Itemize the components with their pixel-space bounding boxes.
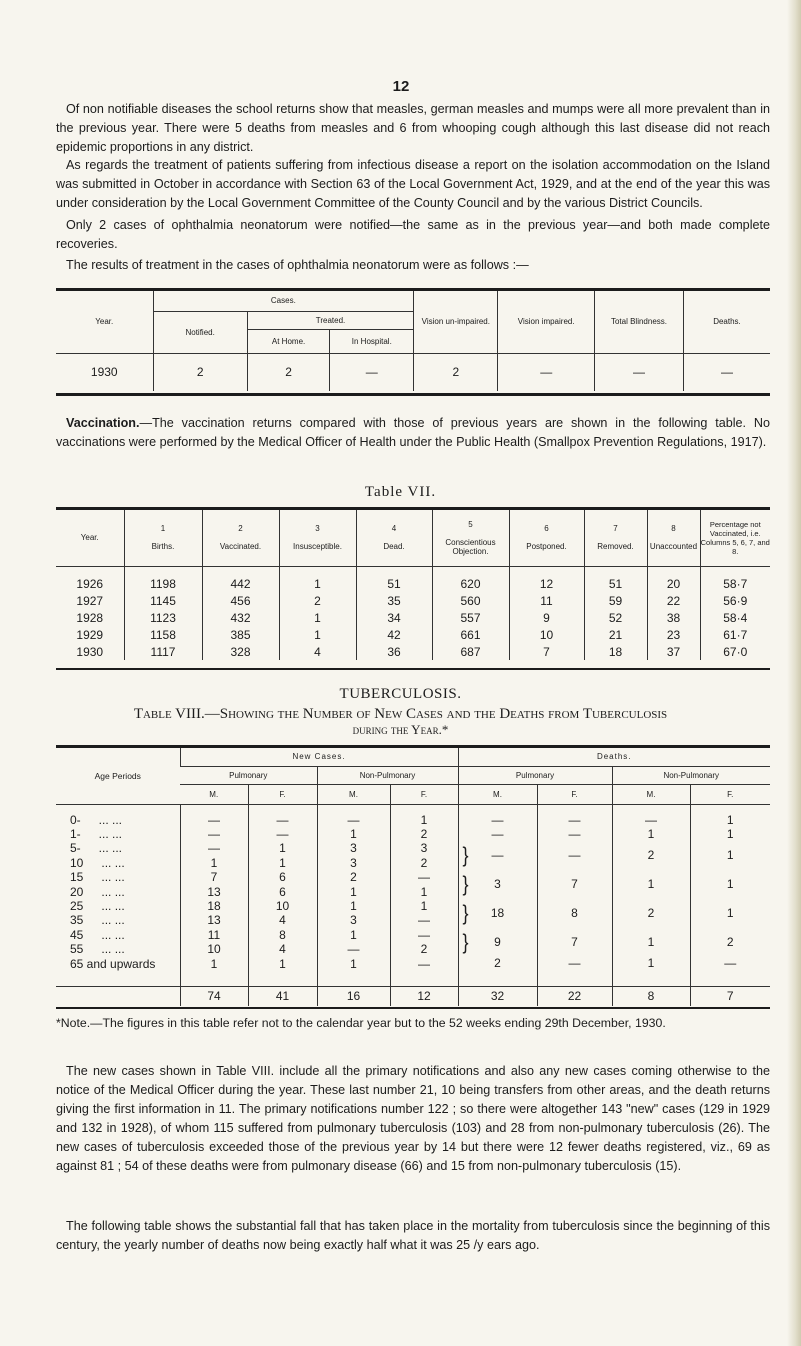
header-dead (356, 510, 432, 566)
cell: 456 (202, 592, 279, 609)
cell (459, 813, 537, 827)
cell: 3 (350, 855, 357, 870)
header-m: M. (612, 784, 690, 804)
total-cell: 22 (537, 986, 612, 1006)
cell: 1 (350, 826, 357, 841)
total-cell: 16 (317, 986, 390, 1006)
brace-icon: } (462, 871, 469, 896)
cell: 4 (279, 942, 286, 957)
age-label: 1- (70, 826, 81, 841)
header-f: F. (248, 784, 317, 804)
vaccination-text: —The vaccination returns compared with those of previous years are shown in the following table. No vaccinations were performed by the Medical Officer of Health under the Public Health (Smallpox Prevention Regulations, 1917). (56, 416, 770, 449)
header-age-periods: Age Periods (94, 770, 141, 781)
table8-title-line1: Table VIII.—Showing the Number of New Cases and the Deaths from Tuberculosis (133, 706, 668, 722)
age-period (70, 928, 180, 942)
cell: 35 (356, 592, 432, 609)
cell: 37 (647, 643, 700, 660)
leader-dots: ... ... (101, 913, 125, 928)
total-cell: 8 (612, 986, 690, 1006)
header-new-cases: New Cases. (180, 748, 458, 766)
header-unaccounted (647, 510, 700, 566)
paragraph-measles: Of non notifiable diseases the school returns show that measles, german measles and mumps were all more prevalent than in the previous year. There were 5 deaths from measles and 6 from whooping cough although this last disease did not reach epidemic proportions in any district. (56, 102, 770, 154)
cell-value: 1 (726, 905, 734, 920)
cell (459, 841, 537, 870)
cell: 20 (647, 566, 700, 592)
header-new-non-pulmonary: Non-Pulmonary (317, 766, 458, 784)
leader-dots: ... ... (98, 841, 123, 856)
cell: 42 (356, 626, 432, 643)
age-label: 10 (70, 855, 84, 870)
cell: 38 (647, 609, 700, 626)
age-period (70, 841, 180, 855)
cell: — (418, 956, 430, 971)
cell: 1930 (76, 644, 104, 659)
cell: 10 (207, 942, 221, 957)
table-row (56, 566, 770, 592)
cell: 61·7 (700, 626, 770, 643)
header-f: F. (690, 784, 770, 804)
cell: 432 (202, 609, 279, 626)
header-deaths: Deaths. (683, 291, 770, 353)
cell: 1 (279, 609, 356, 626)
cell: 3 (350, 841, 357, 856)
cell: — (276, 826, 289, 841)
deaths-pulmonary-f-column (537, 804, 612, 986)
header-deaths-pulmonary: Pulmonary (458, 766, 612, 784)
cell: 1 (350, 927, 357, 942)
cell: 620 (432, 566, 509, 592)
totals-row (56, 986, 770, 1006)
cell: — (498, 353, 595, 391)
paragraph-new-cases: The new cases shown in Table VIII. include all the primary notifications and also any new cases coming otherwise to the notice of the Medical Officer during the year. These last number 21, 10 being transfers from other areas, and the death returns giving the first information in 11. The primary notifications number 122 ; so there were altogether 143 "new" cases (129 in 1929 and 132 in 1928), of whom 115 suffered from pulmonary tuberculosis (103) and 28 from non-pulmonary tuberculosis (26). The new cases of tuberculosis exceeded those of the previous year by 14 but there were 12 fewer deaths registered, viz., 69 as against 81 ; 54 of these deaths were from pulmonary disease (66) and 15 from non-pulmonary tuberculosis (15). (56, 1064, 770, 1173)
header-deaths: Deaths. (458, 748, 770, 766)
leader-dots: ... ... (98, 812, 123, 827)
cell-value: 7 (571, 934, 578, 949)
age-label: 5- (70, 841, 81, 856)
cell (459, 827, 537, 841)
cell: 22 (647, 592, 700, 609)
age-label: 55 (70, 942, 84, 957)
header-label: Postponed. (526, 542, 567, 552)
table8-bottom-rule (56, 1007, 770, 1009)
cell: 1 (279, 841, 286, 856)
age-label: 0- (70, 812, 81, 827)
cell (613, 870, 690, 899)
header-total-blindness: Total Blindness. (594, 291, 683, 353)
header-m: M. (458, 784, 537, 804)
cell-value: 1 (647, 826, 655, 841)
cell: 6 (279, 870, 286, 885)
cell: — (208, 826, 220, 841)
footnote: *Note.—The figures in this table refer not to the calendar year but to the 52 weeks ending 29th December, 1930. (56, 1016, 666, 1030)
paragraph-ophthalmia-results: The results of treatment in the cases of ophthalmia neonatorum were as follows :— (66, 258, 529, 272)
cell-value: 2 (647, 848, 655, 863)
cell: 1 (420, 898, 428, 913)
cell (613, 928, 690, 957)
age-label: 20 (70, 884, 84, 899)
cell (691, 928, 771, 957)
cell: 1 (279, 626, 356, 643)
paragraph-isolation: As regards the treatment of patients suffering from infectious disease a report on the isolation accommodation on the Island was submitted in October in accordance with Section 63 of the Local Government Act, 1929, and at the end of the year this was under consideration by the Local Government Committee of the County Council and by the various District Councils. (56, 158, 770, 210)
cell-value: 8 (571, 905, 578, 920)
cell-value: 1 (647, 934, 655, 949)
cell: 12 (509, 566, 584, 592)
cell-value: 1 (647, 877, 655, 892)
column-number: 4 (391, 524, 397, 534)
leader-dots: ... ... (101, 927, 125, 942)
age-periods-column (56, 804, 180, 986)
cell: 1927 (76, 593, 104, 608)
paragraph-mortality-fall: The following table shows the substantial fall that has taken place in the mortality from tuberculosis since the beginning of this century, the yearly number of deaths now being exactly half what it was 25 /y ears ago. (56, 1219, 770, 1252)
leader-dots: ... ... (101, 898, 125, 913)
deaths-non-pulmonary-m-column (612, 804, 690, 986)
cell: 7 (509, 643, 584, 660)
header-m: M. (209, 789, 219, 799)
cell (691, 956, 771, 970)
table8-body-row (56, 804, 770, 986)
cell-value: — (645, 812, 657, 827)
column-number: 8 (671, 524, 676, 534)
column-number: 2 (238, 524, 243, 534)
cell-value: — (568, 812, 581, 827)
cell: 56·9 (700, 592, 770, 609)
table-row (56, 592, 770, 609)
tuberculosis-heading: TUBERCULOSIS. (339, 686, 462, 702)
cell: 51 (356, 566, 432, 592)
column-number: 1 (160, 524, 166, 534)
leader-dots: ... ... (101, 942, 125, 957)
cell: 1 (420, 812, 428, 827)
paragraph-vaccination (56, 414, 770, 452)
cell-value: 3 (494, 877, 501, 892)
new-non-pulmonary-m-column (317, 804, 390, 986)
cell-value: 2 (647, 905, 655, 920)
header-label: Vaccinated. (219, 542, 262, 552)
cell: 1 (279, 956, 286, 971)
paragraph-ophthalmia-cases: Only 2 cases of ophthalmia neonatorum were notified—the same as in the previous year—and both made complete recoveries. (56, 218, 770, 251)
leader-dots: ... ... (101, 870, 125, 885)
leader-dots: ... ... (101, 855, 125, 870)
leader-dots: ... ... (98, 826, 123, 841)
cell (538, 827, 612, 841)
cell (691, 827, 771, 841)
cell-value: 1 (726, 848, 734, 863)
cell-value: — (724, 956, 737, 971)
header-year: Year. (56, 291, 153, 353)
cell: 560 (432, 592, 509, 609)
brace-icon: } (462, 900, 469, 925)
cell (613, 841, 690, 870)
cell: 1926 (76, 577, 104, 591)
cell-value: — (568, 956, 581, 971)
cell-value: 1 (647, 956, 655, 971)
cell: 52 (584, 609, 647, 626)
cell: 1 (350, 884, 357, 899)
cell-value: — (568, 848, 581, 863)
age-period (70, 827, 180, 841)
cell-value: — (568, 826, 581, 841)
cell: — (683, 353, 770, 391)
ophthalmia-table (56, 291, 770, 391)
cell: 1 (279, 566, 356, 592)
column-number: 5 (468, 519, 473, 529)
cell: 661 (432, 626, 509, 643)
cell: — (208, 812, 220, 827)
cell: 18 (584, 643, 647, 660)
header-f: F. (390, 784, 458, 804)
cell (613, 899, 690, 928)
header-label: Removed. (597, 542, 634, 552)
cell: 10 (509, 626, 584, 643)
cell: 9 (509, 609, 584, 626)
cell: 1117 (124, 643, 202, 660)
cell (691, 813, 771, 827)
table-row (56, 609, 770, 626)
cell: 4 (279, 643, 356, 660)
table-row (56, 643, 770, 660)
cell: 7 (210, 870, 218, 885)
cell: 11 (207, 927, 221, 942)
cell-value: 1 (726, 826, 734, 841)
cell (538, 899, 612, 928)
cell: 10 (275, 898, 290, 913)
cell: 1158 (124, 626, 202, 643)
cell (538, 813, 612, 827)
table7-title: Table VII. (364, 484, 437, 500)
vaccination-heading: Vaccination. (66, 416, 140, 430)
cell-value: — (491, 826, 504, 841)
page-edge-shadow (787, 0, 801, 1346)
cell: 2 (420, 826, 428, 841)
table8-title-line2: during the Year.* (352, 722, 449, 737)
age-label: 15 (70, 870, 84, 885)
age-period (70, 885, 180, 899)
new-pulmonary-m-column (180, 804, 248, 986)
cell: 1 (420, 884, 428, 899)
header-vaccinated (202, 510, 279, 566)
header-removed (584, 510, 647, 566)
cell: 1145 (124, 592, 202, 609)
cell: 1 (350, 898, 357, 913)
cell: — (418, 870, 430, 885)
cell (691, 870, 771, 899)
header-f: F. (537, 784, 612, 804)
cell: 1 (210, 956, 218, 971)
cell: 11 (509, 592, 584, 609)
header-conscientious-objection (432, 510, 509, 566)
vaccination-table (56, 510, 770, 660)
header-label: Insusceptible. (293, 542, 342, 552)
column-number: 6 (544, 524, 549, 534)
column-number: 7 (613, 524, 618, 534)
cell: 13 (207, 913, 221, 928)
cell: 328 (202, 643, 279, 660)
cell: — (347, 942, 360, 957)
cell-value: 2 (726, 934, 734, 949)
cell: 1 (279, 855, 286, 870)
header-vision-unimpaired: Vision un-impaired. (414, 291, 498, 353)
header-m: M. (317, 784, 390, 804)
cell: 58·4 (700, 609, 770, 626)
cell: 2 (420, 855, 428, 870)
deaths-non-pulmonary-f-column (690, 804, 770, 986)
cell (691, 899, 771, 928)
cell (538, 928, 612, 957)
age-label: 65 and upwards (70, 956, 156, 971)
tuberculosis-table (56, 748, 770, 1006)
cell: 36 (356, 643, 432, 660)
header-new-pulmonary: Pulmonary (180, 766, 317, 784)
cell: — (208, 841, 220, 856)
header-label: Dead. (383, 542, 405, 552)
cell: 21 (584, 626, 647, 643)
cell: 13 (207, 884, 221, 899)
cell: 6 (279, 884, 286, 899)
age-label: 25 (70, 898, 84, 913)
cell (691, 841, 771, 870)
header-treated: Treated. (247, 311, 413, 329)
cell: 2 (247, 353, 330, 391)
cell: 1929 (76, 627, 104, 642)
cell: 58·7 (700, 566, 770, 592)
brace-icon: } (462, 843, 469, 868)
cell (538, 956, 612, 970)
cell (459, 956, 537, 970)
header-notified: Notified. (153, 311, 247, 353)
cell: 23 (647, 626, 700, 643)
cell: 687 (432, 643, 509, 660)
cell: 4 (279, 913, 286, 928)
cell: 34 (356, 609, 432, 626)
header-percentage: Percentage not Vaccinated, i.e. Columns 5, 6, 7, and 8. (700, 510, 770, 566)
table-row (56, 626, 770, 643)
brace-icon: } (462, 929, 469, 954)
cell: 442 (202, 566, 279, 592)
cell: — (330, 353, 414, 391)
cell-value: — (491, 848, 504, 863)
header-in-hospital: In Hospital. (330, 329, 414, 353)
age-label: 45 (70, 927, 84, 942)
cell: 67·0 (700, 643, 770, 660)
header-label: Unaccounted (649, 542, 698, 552)
cell (613, 827, 690, 841)
cell (613, 813, 690, 827)
ophthalmia-table-bottom-rule (56, 393, 770, 396)
age-period (70, 856, 180, 870)
cell: — (594, 353, 683, 391)
cell-value: 7 (571, 877, 578, 892)
cell-value: 1 (726, 812, 734, 827)
cell (459, 870, 537, 899)
age-period (70, 942, 180, 956)
age-period (70, 870, 180, 884)
new-pulmonary-f-column (248, 804, 317, 986)
header-at-home: At Home. (247, 329, 330, 353)
cell: 2 (350, 870, 357, 885)
cell: 1198 (124, 566, 202, 592)
header-year: Year. (80, 533, 99, 543)
column-number: 3 (315, 524, 320, 534)
table-row (56, 353, 770, 391)
cell: 385 (202, 626, 279, 643)
header-label: Conscientious Objection. (445, 537, 496, 556)
cell: — (347, 812, 360, 827)
cell (459, 899, 537, 928)
header-deaths-non-pulmonary: Non-Pulmonary (612, 766, 770, 784)
cell: 2 (414, 353, 498, 391)
age-period (70, 913, 180, 927)
cell-value: 1 (726, 877, 734, 892)
cell: 557 (432, 609, 509, 626)
cell: 8 (279, 927, 286, 942)
total-cell: 12 (390, 986, 458, 1006)
deaths-pulmonary-m-column (458, 804, 537, 986)
cell: 2 (279, 592, 356, 609)
age-period (70, 899, 180, 913)
cell: 2 (420, 942, 428, 957)
header-births (124, 510, 202, 566)
cell: 51 (584, 566, 647, 592)
age-period (70, 957, 180, 971)
header-postponed (509, 510, 584, 566)
header-cases: Cases. (153, 291, 414, 311)
cell: 1 (210, 855, 218, 870)
cell (538, 870, 612, 899)
header-vision-impaired: Vision impaired. (498, 291, 595, 353)
cell (459, 928, 537, 957)
cell (538, 841, 612, 870)
new-non-pulmonary-f-column (390, 804, 458, 986)
cell: 2 (153, 353, 247, 391)
cell-value: 9 (494, 934, 501, 949)
cell-value: 2 (494, 956, 501, 971)
cell: 59 (584, 592, 647, 609)
cell: 1 (350, 956, 357, 971)
header-label: Births. (151, 542, 175, 552)
table7-bottom-rule (56, 668, 770, 670)
cell: 1123 (124, 609, 202, 626)
cell: 1930 (56, 353, 153, 391)
total-cell: 7 (690, 986, 770, 1006)
cell: — (418, 913, 430, 928)
age-label: 35 (70, 913, 84, 928)
header-insusceptible (279, 510, 356, 566)
page-number: 12 (392, 78, 410, 95)
cell: 3 (350, 913, 357, 928)
cell: 3 (420, 841, 428, 856)
cell: — (276, 812, 289, 827)
cell: 1928 (76, 610, 104, 625)
cell (613, 956, 690, 970)
cell-value: 18 (490, 905, 505, 920)
age-period (70, 813, 180, 827)
total-cell: 74 (180, 986, 248, 1006)
total-cell: 41 (248, 986, 317, 1006)
leader-dots: ... ... (101, 884, 125, 899)
cell-value: — (491, 812, 504, 827)
total-cell: 32 (458, 986, 537, 1006)
cell: — (418, 927, 430, 942)
cell: 18 (207, 898, 221, 913)
